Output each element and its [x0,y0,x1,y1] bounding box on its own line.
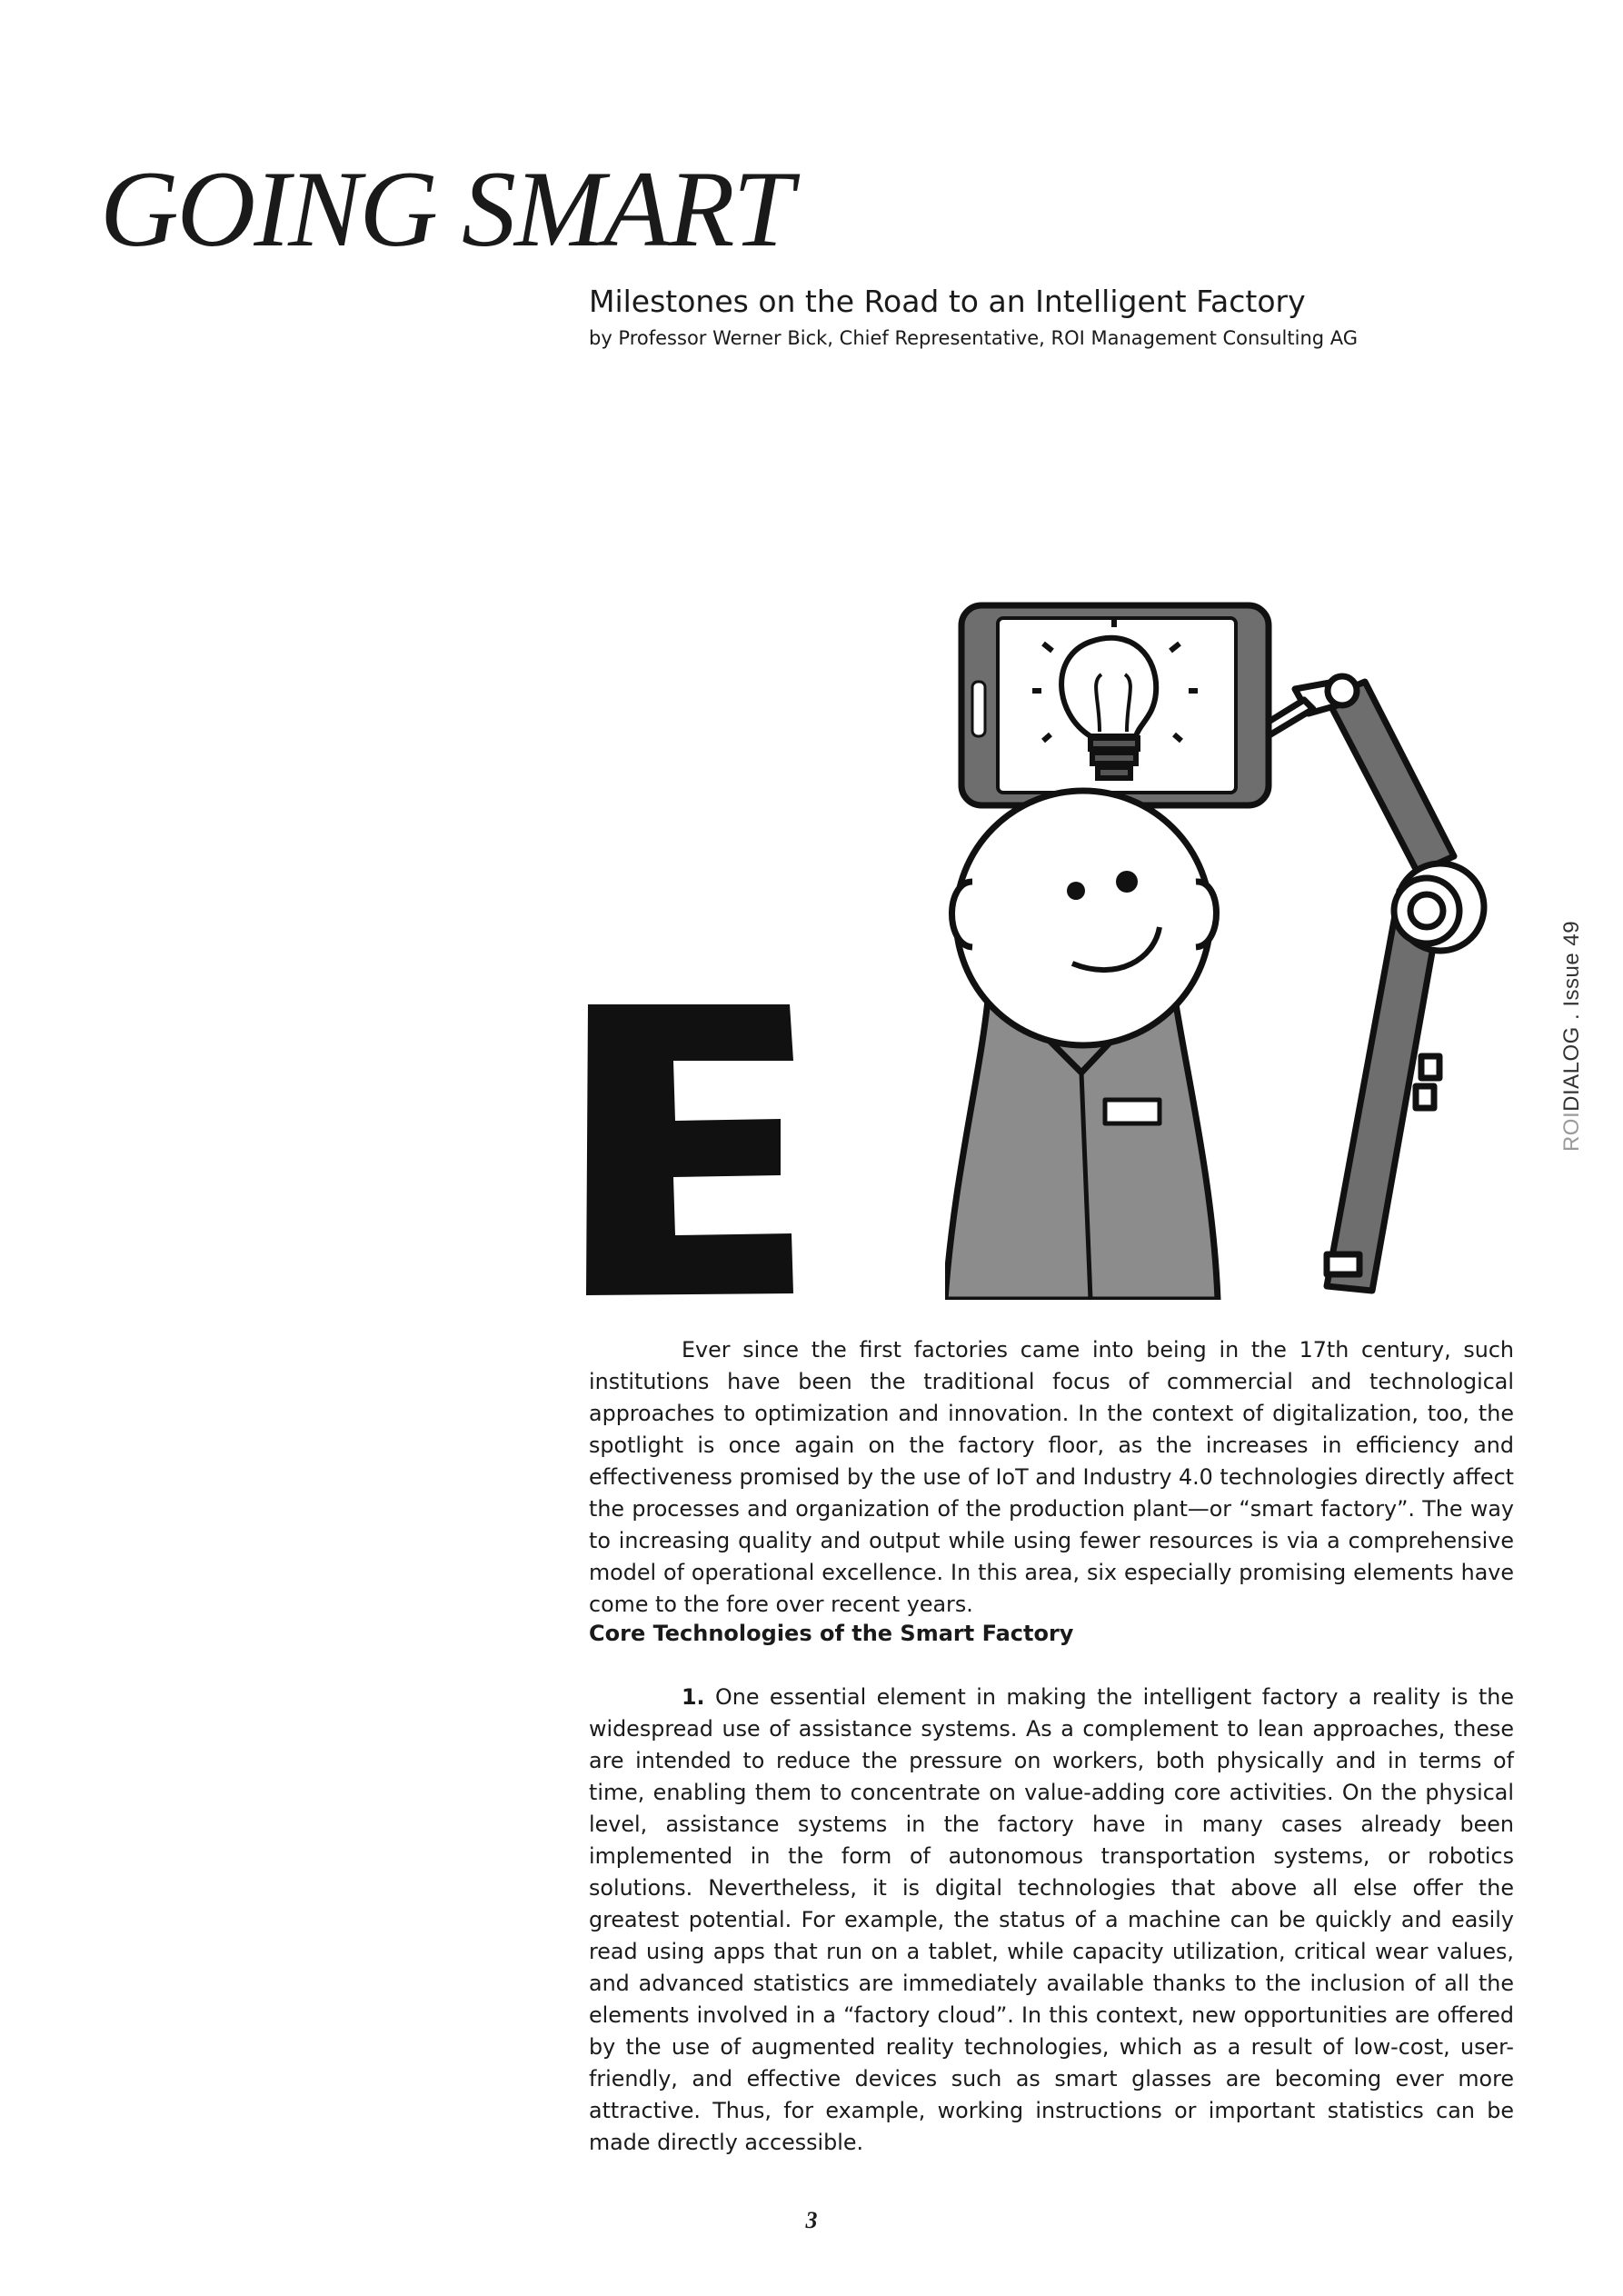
robot-arm-icon [1238,676,1484,1291]
intro-paragraph: Ever since the first factories came into being in the 17th century, such institutions have been the traditional focus of commercial and technological approaches to optimization and innovation. In the context of digitalization, too, the spotlight is once again on the factory floor, as the increases in efficiency and effectiveness promised by the use of IoT and Industry 4.0 technologies directly affect the processes and organization of the production plant—or “smart factory”. The way to increasing quality and output while using fewer resources is via a comprehensive model of operational excellence. In this area, six especially promising elements have come to the fore over recent years. [589,1337,1514,1617]
dropcap-letter-e [586,1004,795,1295]
article-subtitle: Milestones on the Road to an Intelligent Factory [589,284,1306,319]
page-title: GOING SMART [100,148,792,269]
brand-roi: ROI [1559,1111,1584,1153]
person-icon [945,791,1218,1300]
person-with-tablet-lightbulb-illustration [945,591,1527,1300]
brand-dialog: DIALOG [1559,1026,1584,1112]
item-number: 1. [682,1684,705,1710]
item-text: One essential element in making the intelligent factory a reality is the widespread use of assistance systems. As a complement to lean approaches, these are intended to reduce the pressure on workers, both physically and in terms of time, enabling them to concentrate on value-adding core activities. On the physical level, assistance systems in the factory have in many cases already been implemented in the form of autonomous transportation systems, or robotics solutions. Nevertheless, it is digital technologies that above all else offer the greatest potential. For example, the status of a machine can be quickly and easily read using apps that run on a tablet, while capacity utilization, critical wear values, and advanced statistics are immediately available thanks to the inclusion of all the elements involved in a “factory cloud”. In this context, new opportunities are offered by the use of augmented reality technologies, which as a result of low-cost, user-friendly, and effective devices such as smart glasses are becoming ever more attractive. Thus, for example, working instructions or important statistics can be made directly accessible. [589,1684,1514,2155]
page-number: 3 [805,2207,818,2233]
publication-issue-label [1559,921,1585,1152]
issue-number: . Issue 49 [1559,920,1584,1027]
item-paragraph [589,1682,1514,2159]
section-heading: Core Technologies of the Smart Factory [589,1621,1074,1646]
author-byline: by Professor Werner Bick, Chief Representative, ROI Management Consulting AG [589,327,1359,349]
